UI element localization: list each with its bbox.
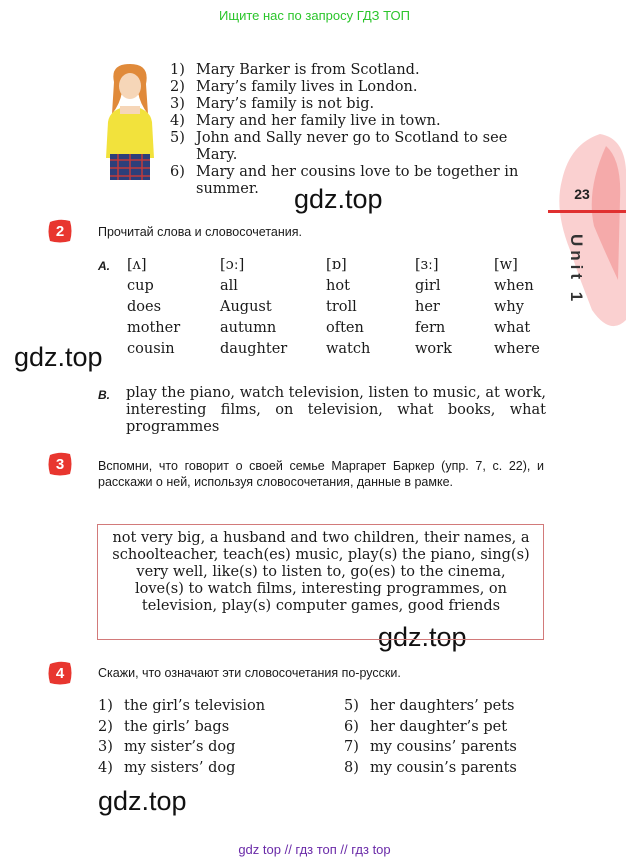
- word: fern: [415, 320, 446, 336]
- sentence-text: Mary Barker is from Scotland.: [196, 62, 420, 78]
- exercise-4-instruction: Скажи, что означают эти словосочетания по-русски.: [98, 666, 401, 680]
- footer-links[interactable]: gdz top // гдз топ // гдз top: [238, 842, 391, 857]
- item-text: the girls’ bags: [124, 718, 230, 735]
- sentence-number: 2): [170, 79, 185, 95]
- item-number: 5): [344, 698, 359, 714]
- sentence-list: [170, 62, 550, 198]
- part-a-label: A.: [98, 259, 110, 273]
- list-item: [344, 717, 517, 738]
- item-number: 7): [344, 739, 359, 755]
- word: troll: [326, 299, 357, 315]
- word: watch: [326, 341, 371, 357]
- word: hot: [326, 278, 350, 294]
- phoneme: [w]: [494, 257, 518, 273]
- sentence-item: [170, 113, 550, 130]
- word: cup: [127, 278, 154, 294]
- word: work: [415, 341, 452, 357]
- sentence-item: [170, 130, 550, 164]
- word: often: [326, 320, 364, 336]
- exercise-number: 3: [55, 456, 65, 473]
- word: does: [127, 299, 162, 315]
- exercise-2-instruction: Прочитай слова и словосочетания.: [98, 225, 302, 239]
- item-text: my sister’s dog: [124, 739, 236, 755]
- item-text: my cousins’ parents: [370, 739, 517, 755]
- part-b-label: B.: [98, 388, 110, 402]
- sentence-item: [170, 79, 550, 96]
- exercise-3-badge: [47, 451, 73, 477]
- unit-label: Unit 1: [567, 234, 586, 306]
- word: where: [494, 341, 540, 357]
- word: what: [494, 320, 531, 336]
- phoneme-column: [415, 255, 452, 360]
- list-item: [344, 696, 517, 717]
- word: when: [494, 278, 534, 294]
- list-item: [98, 737, 265, 758]
- list-item: [98, 758, 265, 779]
- sentence-number: 5): [170, 130, 185, 146]
- sentence-item: [170, 96, 550, 113]
- list-item: [344, 737, 517, 758]
- watermark: gdz.top: [98, 786, 187, 816]
- word: cousin: [127, 341, 175, 357]
- word: girl: [415, 278, 441, 294]
- watermark: gdz.top: [378, 622, 467, 652]
- exercise-4-badge: [47, 660, 73, 686]
- item-number: 3): [98, 739, 113, 755]
- possessive-list-left: [98, 696, 265, 778]
- list-item: [344, 758, 517, 779]
- sentence-text: Mary’s family lives in London.: [196, 79, 418, 95]
- word: mother: [127, 320, 181, 336]
- item-number: 1): [98, 698, 113, 714]
- word: August: [220, 299, 272, 315]
- page-number: 23: [574, 186, 590, 202]
- sentence-text: Mary and her family live in town.: [196, 113, 441, 129]
- item-text: her daughter’s pet: [370, 718, 508, 735]
- top-banner-link[interactable]: Ищите нас по запросу ГДЗ ТОП: [219, 8, 410, 23]
- phrase-box-text: not very big, a husband and two children, their names, a schoolteacher, teach(es) music, play(s) the piano, sing(s) very well, like(s) to listen to, go(es) to the cinema, love(s) to watch films, interesting programmes, on television, play(s) computer games, good friends: [112, 530, 530, 614]
- watermark: gdz.top: [294, 184, 383, 214]
- phoneme-column: [220, 255, 287, 360]
- word: all: [220, 278, 238, 294]
- possessive-list-right: [344, 696, 517, 778]
- sentence-number: 6): [170, 164, 185, 180]
- phoneme: [ɜː]: [415, 257, 439, 273]
- item-number: 4): [98, 759, 113, 776]
- word: autumn: [220, 320, 277, 336]
- phoneme-column: [326, 255, 370, 360]
- exercise-3-instruction: Вспомни, что говорит о своей семье Маргарет Баркер (упр. 7, с. 22), и расскажи о ней, используя словосочетания, данные в рамке.: [98, 459, 544, 489]
- page-number-rule: [548, 210, 626, 213]
- part-b-phrases: play the piano, watch television, listen to music, at work, interesting films, on television, what books, what programmes: [126, 385, 546, 435]
- word: daughter: [220, 341, 288, 357]
- item-number: 8): [344, 759, 359, 776]
- sentence-item: [170, 62, 550, 79]
- sentence-number: 4): [170, 113, 185, 129]
- sentence-text: John and Sally never go to Scotland to see Mary.: [196, 130, 508, 163]
- sentence-number: 1): [170, 62, 185, 78]
- girl-illustration: [100, 62, 160, 186]
- item-text: her daughters’ pets: [370, 698, 515, 714]
- word: why: [494, 299, 524, 315]
- phoneme: [ɔː]: [220, 257, 245, 273]
- item-text: my sisters’ dog: [124, 759, 236, 776]
- word: her: [415, 299, 440, 315]
- exercise-2-badge: [47, 218, 73, 244]
- sentence-text: Mary and her cousins love to be together in summer.: [196, 164, 519, 197]
- item-text: the girl’s television: [124, 698, 266, 714]
- list-item: [98, 717, 265, 738]
- phoneme: [ɒ]: [326, 257, 347, 273]
- watermark: gdz.top: [14, 342, 103, 372]
- item-number: 6): [344, 718, 359, 735]
- phoneme-column: [127, 255, 180, 360]
- list-item: [98, 696, 265, 717]
- phoneme: [ʌ]: [127, 257, 147, 273]
- item-number: 2): [98, 718, 113, 735]
- item-text: my cousin’s parents: [370, 759, 517, 776]
- sentence-text: Mary’s family is not big.: [196, 96, 375, 112]
- sentence-number: 3): [170, 96, 185, 112]
- phoneme-column: [494, 255, 540, 360]
- exercise-number: 2: [55, 223, 65, 240]
- exercise-number: 4: [55, 665, 65, 682]
